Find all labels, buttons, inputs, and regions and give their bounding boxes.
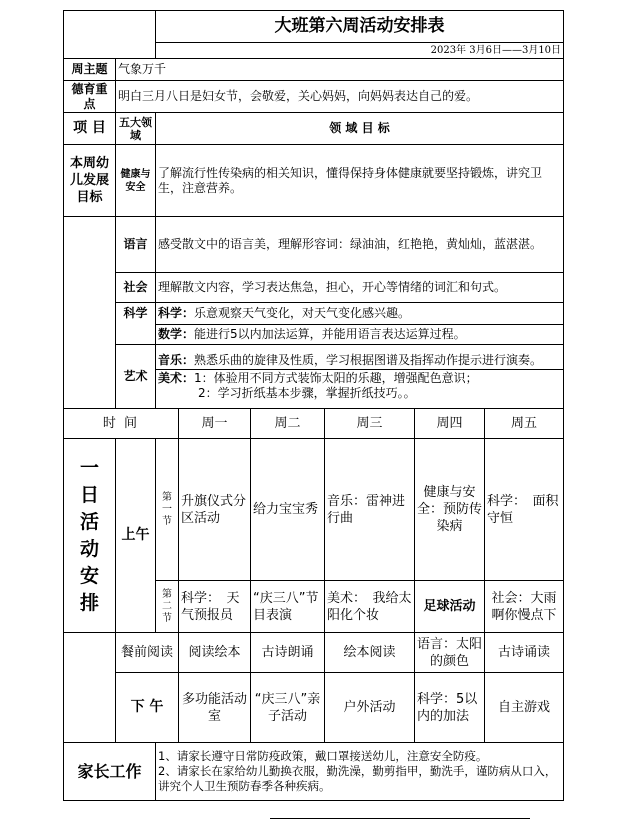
domain-language-name: 语言 <box>116 217 156 273</box>
period2-label <box>156 581 179 633</box>
parents-label: 家长工作 <box>64 743 156 801</box>
period1-label <box>156 439 179 581</box>
afternoon-label: 下 午 <box>116 673 179 743</box>
morning-label: 上午 <box>116 439 156 633</box>
domain-social-text: 理解散文内容，学习表达焦急，担心，开心等情绪的词汇和句式。 <box>156 273 564 303</box>
date-blank-cell <box>64 43 156 59</box>
item-header: 项 目 <box>64 113 116 145</box>
p1-tue: 给力宝宝秀 <box>251 439 325 581</box>
afternoon-mon: 多功能活动室 <box>179 673 251 743</box>
prelunch-tue: 古诗朗诵 <box>251 633 325 673</box>
time-header: 时 间 <box>64 409 179 439</box>
science-prefix: 科学： <box>158 306 195 320</box>
p1-wed: 音乐：雷神进行曲 <box>325 439 415 581</box>
p1-fri: 科学： 面积守恒 <box>485 439 564 581</box>
parents-line1: 1、请家长遵守日常防疫政策，戴口罩接送幼儿，注意安全防疫。 <box>158 749 488 763</box>
period1-text: 第一节 <box>162 491 172 527</box>
goals-blank-cell <box>64 217 116 409</box>
afternoon-blank-cell <box>64 673 116 743</box>
day-header-thu: 周四 <box>415 409 485 439</box>
p2-fri: 社会：大雨啊你慢点下 <box>485 581 564 633</box>
parents-line2: 2、请家长在家给幼儿勤换衣服，勤洗澡，勤剪指甲，勤洗手，谨防病从口入，讲究个人卫生预防春季各种疾病。 <box>158 764 557 793</box>
prelunch-label: 餐前阅读 <box>116 633 179 673</box>
prelunch-fri: 古诗诵读 <box>485 633 564 673</box>
music-prefix: 音乐： <box>158 352 195 367</box>
title-blank-cell <box>64 11 156 43</box>
science-text: 乐意观察天气变化，对天气变化感兴趣。 <box>194 306 411 320</box>
cut-off-line <box>270 818 530 819</box>
domain-science-text2 <box>156 325 564 345</box>
goals-label: 本周幼儿发展目标 <box>64 145 116 217</box>
afternoon-thu: 科学：5以内的加法 <box>415 673 485 743</box>
afternoon-tue: “庆三八”亲子活动 <box>251 673 325 743</box>
p2-tue: “庆三八”节目表演 <box>251 581 325 633</box>
p1-thu: 健康与安全：预防传染病 <box>415 439 485 581</box>
period2-text: 第二节 <box>162 588 172 624</box>
schedule-table <box>63 10 564 801</box>
prelunch-wed: 绘本阅读 <box>325 633 415 673</box>
day-header-mon: 周一 <box>179 409 251 439</box>
domain-art-name: 艺术 <box>116 345 156 409</box>
schedule-sheet <box>63 10 563 801</box>
date-range: 2023年 3月6日——3月10日 <box>156 43 564 59</box>
domain-art-text <box>156 345 564 409</box>
art-prefix: 美术： <box>158 370 195 385</box>
art-text-line2: 2：学习折纸基本步骤，掌握折纸技巧。。 <box>198 385 416 400</box>
music-text: 熟悉乐曲的旋律及性质，学习根据图谱及指挥动作提示进行演奏。 <box>194 352 543 367</box>
cut-off-footer <box>270 812 530 826</box>
p2-mon: 科学： 天气预报员 <box>179 581 251 633</box>
day-header-tue: 周二 <box>251 409 325 439</box>
music-goal <box>156 352 563 370</box>
theme-value: 气象万千 <box>116 59 564 81</box>
domain-health-name: 健康与安全 <box>116 145 156 217</box>
domain-target-header: 领 域 目 标 <box>156 113 564 145</box>
domain-science-text1 <box>156 303 564 325</box>
math-prefix: 数学： <box>158 327 195 341</box>
afternoon-fri: 自主游戏 <box>485 673 564 743</box>
page-title: 大班第六周活动安排表 <box>156 11 564 43</box>
daily-activities-text: 一日活动安排 <box>79 456 99 614</box>
p1-mon: 升旗仪式分区活动 <box>179 439 251 581</box>
math-text: 能进行5以内加法运算，并能用语言表达运算过程。 <box>194 327 466 341</box>
art-text-line1: 1：体验用不同方式装饰太阳的乐趣，增强配色意识； <box>194 370 478 385</box>
art-goal <box>156 370 563 402</box>
domain-health-text: 了解流行性传染病的相关知识，懂得保持身体健康就要坚持锻炼，讲究卫生，注意营养。 <box>156 145 564 217</box>
domain-science-name: 科学 <box>116 303 156 345</box>
five-domains-header: 五大领域 <box>116 113 156 145</box>
prelunch-mon: 阅读绘本 <box>179 633 251 673</box>
moral-label: 德育重点 <box>64 81 116 113</box>
moral-value: 明白三月八日是妇女节，会敬爱，关心妈妈，向妈妈表达自己的爱。 <box>116 81 564 113</box>
afternoon-wed: 户外活动 <box>325 673 415 743</box>
theme-label: 周主题 <box>64 59 116 81</box>
day-header-wed: 周三 <box>325 409 415 439</box>
p2-thu: 足球活动 <box>415 581 485 633</box>
domain-language-text: 感受散文中的语言美，理解形容词：绿油油，红艳艳，黄灿灿，蓝湛湛。 <box>156 217 564 273</box>
p2-wed: 美术： 我给太阳化个妆 <box>325 581 415 633</box>
prelunch-thu: 语言：太阳的颜色 <box>415 633 485 673</box>
parents-text <box>156 743 564 801</box>
daily-activities-label <box>64 439 116 633</box>
prelunch-blank-cell <box>64 633 116 673</box>
day-header-fri: 周五 <box>485 409 564 439</box>
domain-social-name: 社会 <box>116 273 156 303</box>
